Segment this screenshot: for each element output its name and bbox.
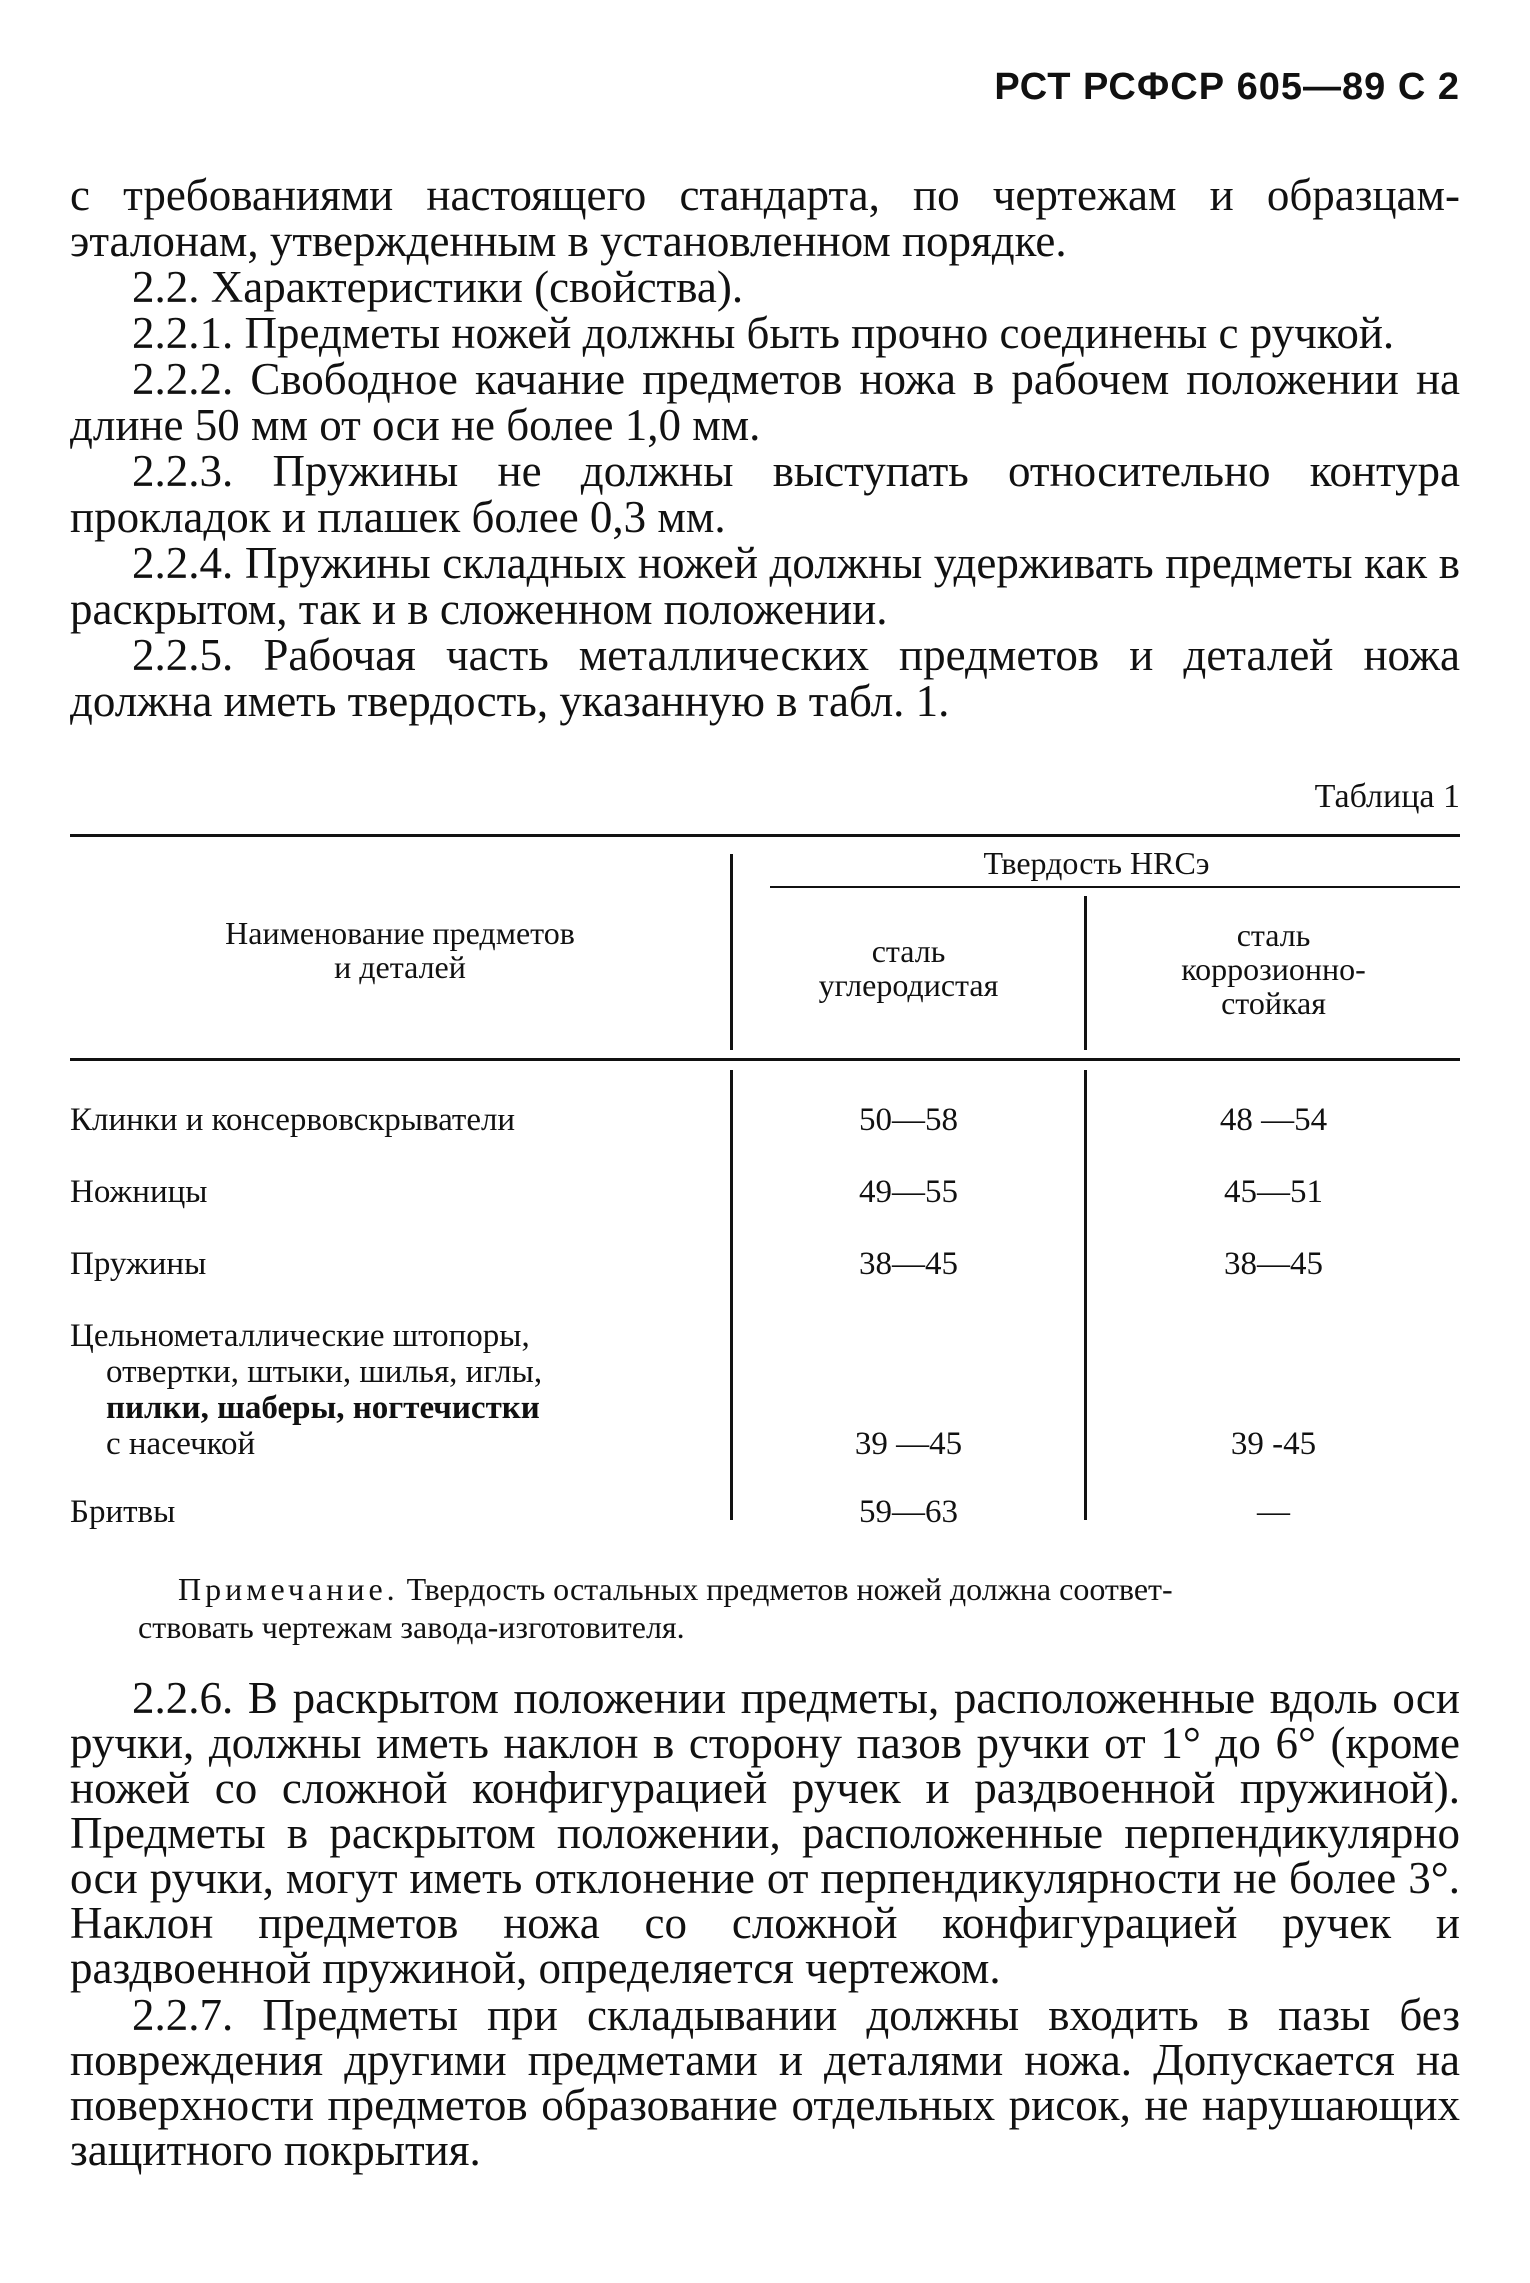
paragraph-2-2-1: 2.2.1. Предметы ножей должны быть прочно соединены с ручкой. — [132, 308, 1395, 358]
paragraph-2-2-4: 2.2.4. Пружины складных ножей должны удерживать предметы как в раскрытом, так и в сложенном положении. — [70, 538, 1460, 634]
header-name-column — [70, 916, 730, 984]
table-caption: Таблица 1 — [1314, 778, 1460, 815]
body-text-bottom — [70, 1673, 1460, 2175]
header-carbon-steel — [733, 934, 1084, 1002]
table-cell-carbon: 39 —45 — [854, 1426, 963, 1462]
table-cell-stainless: 39 -45 — [1230, 1426, 1317, 1462]
paragraph-2-2-2: 2.2.2. Свободное качание предметов ножа в рабочем положении на длине 50 мм от оси не более 1,0 мм. — [70, 354, 1460, 450]
table-row-name: Бритвы — [70, 1494, 176, 1530]
table-cell-stainless: 38—45 — [1224, 1246, 1323, 1282]
header-stainless-line: стойкая — [1221, 985, 1326, 1021]
table-row-name-line: с насечкой — [106, 1426, 256, 1462]
table-cell-carbon: 50—58 — [859, 1102, 958, 1138]
table-cell-carbon: 38—45 — [859, 1246, 958, 1282]
body-text-top — [70, 172, 1460, 724]
hardness-table — [70, 834, 1460, 1534]
table-note — [138, 1570, 1460, 1646]
paragraph-2-2-3: 2.2.3. Пружины не должны выступать относительно контура прокладок и плашек более 0,3 мм. — [70, 446, 1460, 542]
paragraph-2-2-5: 2.2.5. Рабочая часть металлических предметов и деталей ножа должна иметь твердость, указанную в табл. 1. — [70, 630, 1460, 726]
note-text-cont: ствовать чертежам завода-изготовителя. — [138, 1609, 685, 1645]
header-stainless-line: коррозионно- — [1181, 951, 1366, 987]
running-header: РСТ РСФСР 605—89 С 2 — [994, 66, 1460, 108]
paragraph-2-2-6: 2.2.6. В раскрытом положении предметы, расположенные вдоль оси ручки, должны иметь наклон в сторону пазов ручки от 1° до 6° (кроме ножей со сложной конфигурацией ручек и раздвоенной пружиной). Предметы в раскрытом положении, расположенные перпендикулярно оси ручки, могут иметь отклонение от перпендикулярности не более 3°. Наклон предметов ножа со сложной конфигурацией ручек и раздвоенной пружиной, определяется чертежом. — [70, 1673, 1460, 1993]
table-row-name: Ножницы — [70, 1174, 208, 1210]
header-group: Твердость HRCэ — [983, 845, 1210, 881]
table-cell-stainless: 45—51 — [1224, 1174, 1323, 1210]
header-name-line: и деталей — [334, 949, 466, 985]
paragraph-2-2: 2.2. Характеристики (свойства). — [132, 262, 744, 312]
table-row-name: Пружины — [70, 1246, 207, 1282]
note-text: Твердость остальных предметов ножей должна соответ- — [406, 1571, 1173, 1607]
document-page — [70, 0, 1460, 2283]
table-row-name-multiline — [70, 1318, 542, 1462]
table-cell-carbon: 59—63 — [859, 1494, 958, 1530]
header-bottom-rule — [70, 1058, 1460, 1061]
table-row-name-line: Цельнометаллические штопоры, — [70, 1318, 530, 1354]
table-row-name-line: пилки, шаберы, ногтечистки — [106, 1390, 540, 1426]
header-carbon-line: сталь — [871, 933, 946, 969]
table-cell-stainless: 48 —54 — [1219, 1102, 1328, 1138]
table-top-rule — [70, 834, 1460, 837]
header-stainless-steel — [1087, 918, 1460, 1020]
header-name-line: Наименование предметов — [225, 915, 575, 951]
table-row-name: Клинки и консервовскрыватели — [70, 1102, 516, 1138]
paragraph-2-2-7: 2.2.7. Предметы при складывании должны входить в пазы без повреждения другими предметами и деталями ножа. Допускается на поверхности предметов образование отдельных рисок, не нарушающих защитного покрытия. — [70, 1990, 1460, 2175]
table-cell-carbon: 49—55 — [859, 1174, 958, 1210]
group-header-rule — [770, 886, 1460, 888]
note-label: Примечание. — [178, 1571, 399, 1607]
table-row-name-line: отвертки, штыки, шилья, иглы, — [106, 1354, 543, 1390]
header-stainless-line: сталь — [1236, 917, 1311, 953]
header-carbon-line: углеродистая — [818, 967, 999, 1003]
paragraph-continuation: с требованиями настоящего стандарта, по чертежам и образцам-эталонам, утвержденным в установленном порядке. — [70, 170, 1460, 266]
table-cell-stainless: — — [1257, 1494, 1290, 1530]
